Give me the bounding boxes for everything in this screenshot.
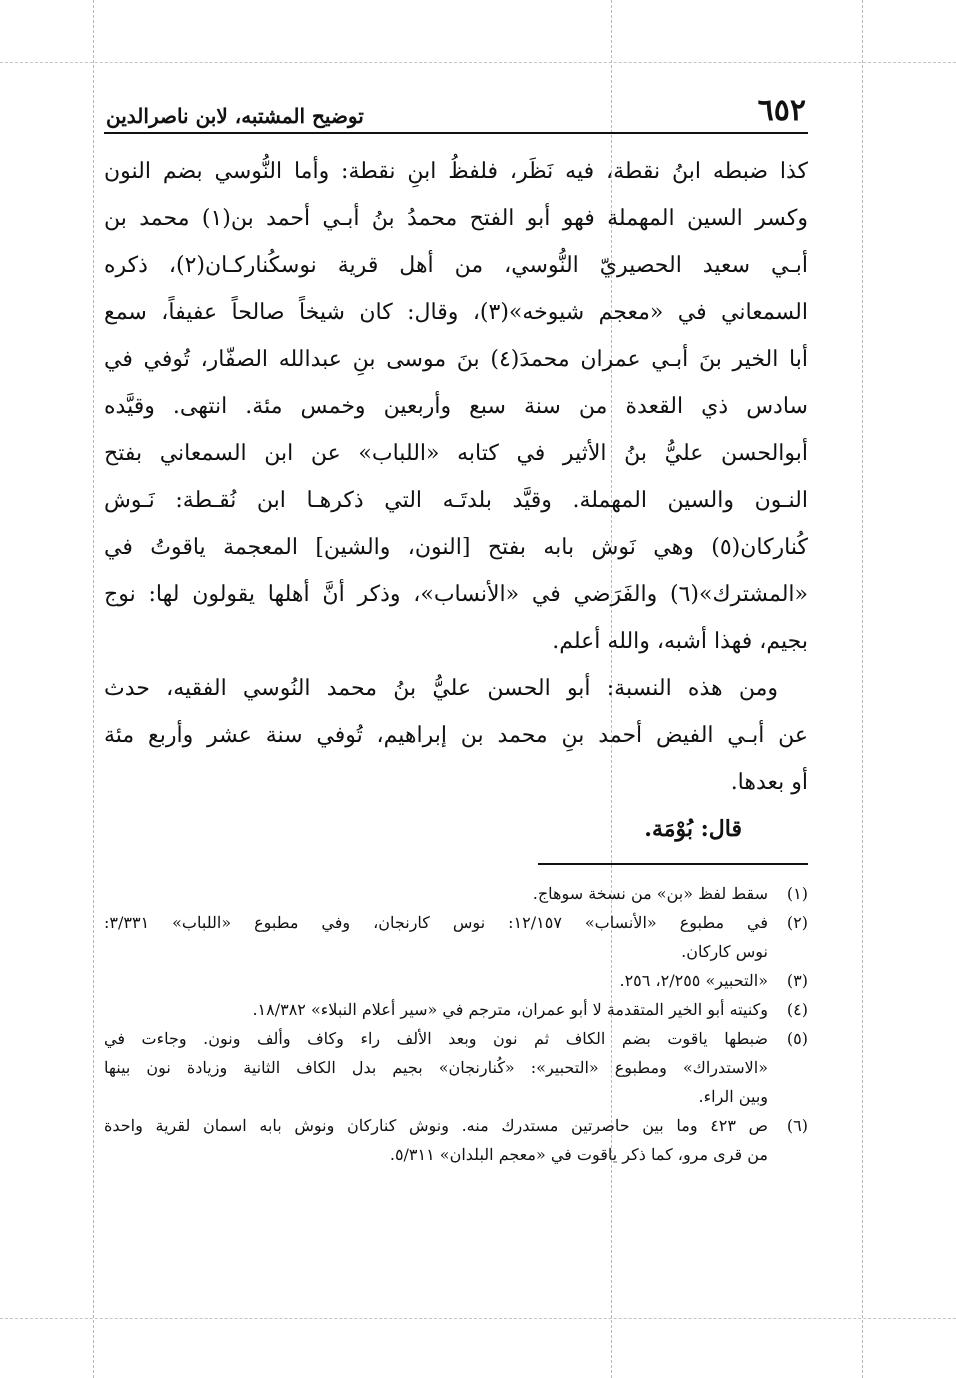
- text-line: «المشترك»(٦) والفَرَضي في «الأنساب»، وذكر أنَّ أهلها يقولون لها: نوج: [104, 582, 808, 607]
- book-page: [104, 88, 808, 1169]
- text-line: عن أبـي الفيض أحمد بنِ محمد بن إبراهيم، تُوفي سنة عشر وأربع مئة: [104, 723, 808, 748]
- text-line: أو بعدها.: [730, 770, 808, 795]
- text-line: أبا الخير بنَ أبـي عمران محمدَ(٤) بنَ موسى بنِ عبدالله الصفّار، تُوفي في: [104, 347, 808, 372]
- footnote-number: (٣): [786, 971, 808, 990]
- footnote-separator: [538, 863, 808, 865]
- footnote-line: «التحبير» ٢/٢٥٥، ٢٥٦.: [619, 971, 768, 990]
- page-number: ٦٥٢: [757, 93, 806, 128]
- footnote-line: وكنيته أبو الخير المتقدمة لا أبو عمران، مترجم في «سير أعلام النبلاء» ١٨/٣٨٢.: [252, 1000, 768, 1019]
- footnote-line: سقط لفظ «بن» من نسخة سوهاج.: [532, 884, 768, 903]
- footnote-line: في مطبوع «الأنساب» ١٢/١٥٧: نوس كارنجان، وفي مطبوع «اللباب» ٣/٣٣١:: [104, 913, 768, 932]
- main-text: [104, 148, 808, 853]
- scan-guide-line: [0, 1318, 956, 1319]
- footnote: [104, 1024, 808, 1111]
- text-line: بجيم، فهذا أشبه، والله أعلم.: [552, 629, 808, 654]
- text-line: ومن هذه النسبة: أبو الحسن عليُّ بنُ محمد النُوسي الفقيه، حدث: [104, 676, 778, 701]
- footnotes: [104, 879, 808, 1169]
- text-line: وكسر السين المهملة فهو أبو الفتح محمدُ بنُ أبـي أحمد بن(١) محمد بن: [104, 206, 808, 231]
- paragraph: [104, 148, 808, 665]
- footnote: [104, 908, 808, 966]
- text-line: النـون والسين المهملة. وقيَّد بلدتَـه التي ذكرهـا ابن نُقـطة: نَـوش: [104, 488, 808, 513]
- footnote-number: (٤): [786, 1000, 808, 1019]
- text-line: سادس ذي القعدة من سنة سبع وأربعين وخمس مئة. انتهى. وقيَّده: [104, 394, 808, 419]
- footnote-line: ص ٤٢٣ وما بين حاصرتين مستدرك منه. ونوش كناركان ونوش بابه اسمان لقرية واحدة: [104, 1116, 768, 1135]
- footnote: [104, 879, 808, 908]
- running-title: توضيح المشتبه، لابن ناصرالدين: [106, 104, 364, 128]
- text-line: أبوالحسن عليُّ بنُ الأثير في كتابه «اللباب» عن ابن السمعاني بفتح: [104, 441, 808, 466]
- text-line: السمعاني في «معجم شيوخه»(٣)، وقال: كان شيخاً صالحاً عفيفاً، سمع: [104, 300, 808, 325]
- footnote: [104, 995, 808, 1024]
- text-line: أبـي سعيد الحصيريّ النُّوسي، من أهل قرية نوسكُناركـان(٢)، ذكره: [104, 253, 808, 278]
- entry-heading: قال: بُوْمَة.: [644, 816, 742, 842]
- footnote-line: وبين الراء.: [698, 1087, 768, 1106]
- footnote: [104, 966, 808, 995]
- scan-guide-line: [0, 62, 956, 63]
- footnote-number: (١): [786, 884, 808, 903]
- footnote-line: ضبطها ياقوت بضم الكاف ثم نون وبعد الألف راء وكاف وألف ونون. وجاءت في: [104, 1029, 768, 1048]
- text-line: كُناركان(٥) وهي نَوش بابه بفتح [النون، والشين] المعجمة ياقوتُ في: [104, 535, 808, 560]
- scan-guide-line: [862, 0, 863, 1378]
- footnote-number: (٥): [786, 1029, 808, 1048]
- paragraph: [104, 665, 808, 806]
- footnote-line: «الاستدراك» ومطبوع «التحبير»: «كُنارنجان» بجيم بدل الكاف الثانية وزيادة نون بينها: [104, 1058, 768, 1077]
- footnote: [104, 1111, 808, 1169]
- scan-guide-line: [93, 0, 94, 1378]
- footnote-number: (٦): [786, 1116, 808, 1135]
- footnote-line: نوس كاركان.: [681, 942, 768, 961]
- page-header: [104, 88, 808, 134]
- footnote-line: من قرى مرو، كما ذكر ياقوت في «معجم البلدان» ٥/٣١١.: [389, 1145, 768, 1164]
- footnote-number: (٢): [786, 913, 808, 932]
- text-line: كذا ضبطه ابنُ نقطة، فيه نَظَر، فلفظُ ابنِ نقطة: وأما النُّوسي بضم النون: [104, 159, 808, 184]
